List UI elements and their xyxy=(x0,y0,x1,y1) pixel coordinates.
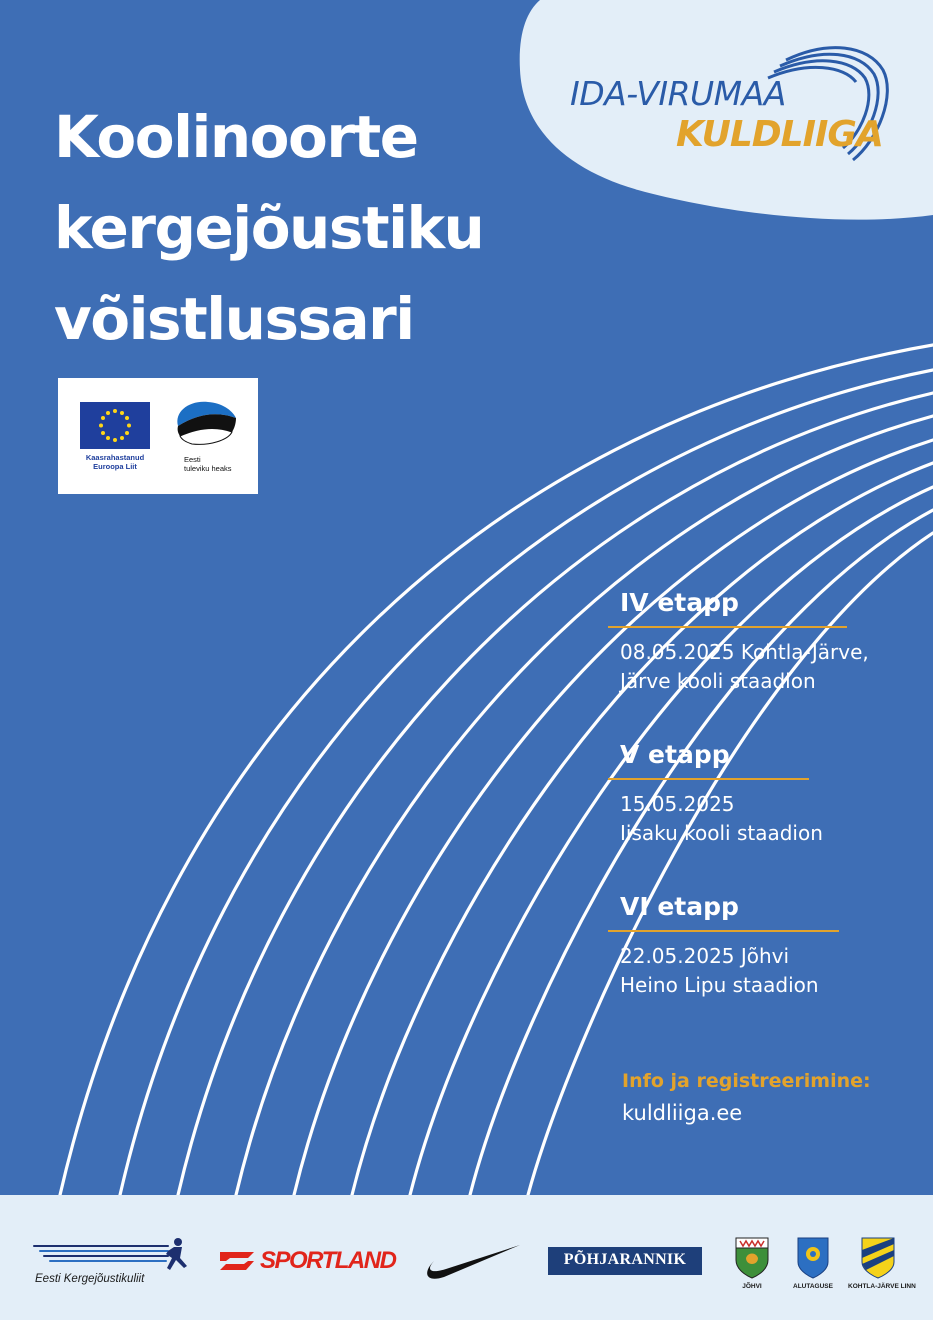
pohjarannik-logo-text: PÕHJARANNIK xyxy=(563,1251,687,1268)
estonia-flag-icon xyxy=(170,396,240,452)
stage-5-title: V etapp xyxy=(620,740,730,769)
stage-6-date-place: 22.05.2025 Jõhvi xyxy=(620,944,790,968)
ee-caption-line-1: Eesti xyxy=(184,455,201,464)
poster-title xyxy=(54,92,483,365)
kohtla-jarve-label: KOHTLA-JÄRVE LINN xyxy=(848,1283,916,1290)
estonia-caption xyxy=(184,455,256,473)
stage-6-divider xyxy=(608,930,839,932)
stage-4-divider xyxy=(608,626,847,628)
eu-caption xyxy=(70,453,160,471)
stage-4-venue: Järve kooli staadion xyxy=(620,669,816,693)
ekjl-logo-text: Eesti Kergejõustikuliit xyxy=(35,1273,145,1285)
eu-flag-icon xyxy=(80,402,150,449)
stage-6-venue: Heino Lipu staadion xyxy=(620,973,819,997)
title-line-1: Koolinoorte xyxy=(54,103,418,171)
stage-4-date-place: 08.05.2025 Kohtla-Järve, xyxy=(620,640,869,664)
kuldliiga-badge xyxy=(518,0,933,222)
brand-name-line-1: IDA-VIRUMAA xyxy=(570,74,786,113)
sportland-logo-text: SPORTLAND xyxy=(260,1247,396,1274)
nike-swoosh-icon xyxy=(420,1243,522,1283)
sportland-s-icon xyxy=(216,1248,258,1274)
alutaguse-label: ALUTAGUSE xyxy=(793,1283,833,1290)
brand-name-line-2: KULDLIIGA xyxy=(676,114,883,155)
stage-5-date: 15.05.2025 xyxy=(620,792,735,816)
info-link[interactable]: kuldliiga.ee xyxy=(622,1101,743,1125)
ekjl-runner-icon xyxy=(30,1236,190,1276)
johvi-label: JÕHVI xyxy=(742,1283,762,1290)
info-label: Info ja registreerimine: xyxy=(622,1070,871,1092)
pohjarannik-logo xyxy=(548,1247,702,1275)
title-line-2: kergejõustiku xyxy=(54,194,484,262)
stage-5-venue: Iisaku kooli staadion xyxy=(620,821,823,845)
stage-6-title: VI etapp xyxy=(620,892,739,921)
stage-5-divider xyxy=(608,778,809,780)
eu-caption-line-1: Kaasrahastanud xyxy=(85,453,145,462)
kohtla-jarve-crest-icon xyxy=(860,1236,896,1280)
ee-caption-line-2: tuleviku heaks xyxy=(184,464,232,473)
alutaguse-crest-icon xyxy=(796,1236,830,1280)
funding-logos xyxy=(58,378,258,494)
title-line-3: võistlussari xyxy=(54,285,414,353)
johvi-crest-icon xyxy=(734,1236,770,1280)
eu-caption-line-2: Euroopa Liit xyxy=(93,462,137,471)
stage-4-title: IV etapp xyxy=(620,588,739,617)
